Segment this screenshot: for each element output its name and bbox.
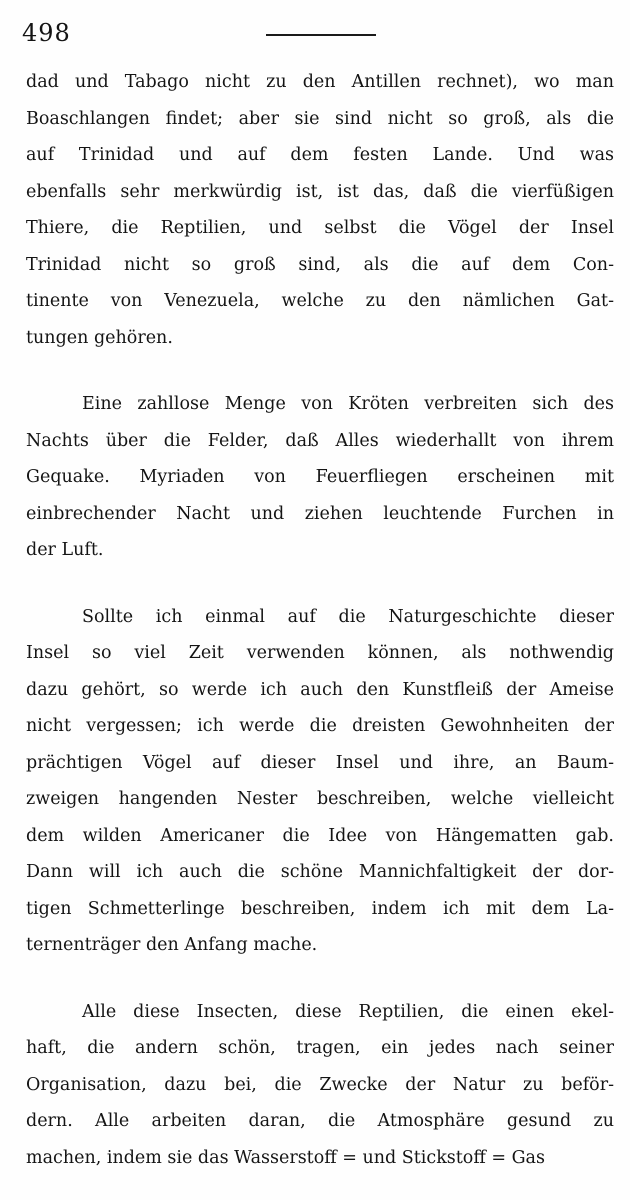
paragraph-gap (26, 964, 614, 994)
paragraph-gap (26, 569, 614, 599)
text-line: der Luft. (26, 540, 104, 560)
text-line: einbrechender Nacht und ziehen leuchtende Furchen in (26, 503, 614, 524)
body-text (26, 64, 614, 1176)
text-line: ebenfalls sehr merkwürdig ist, ist das, daß die vierfüßigen (26, 181, 614, 202)
text-line: Alle diese Insecten, diese Reptilien, die einen ekel- (82, 1001, 614, 1022)
text-line: dazu gehört, so werde ich auch den Kunstfleiß der Ameise (26, 679, 614, 700)
text-line: dem wilden Americaner die Idee von Hängematten gab. (26, 825, 614, 846)
text-line: machen, indem sie das Wasserstoff = und Stickstoff = Gas (26, 1147, 545, 1168)
text-line: prächtigen Vögel auf dieser Insel und ihre, an Baum- (26, 752, 614, 773)
paragraph (26, 64, 614, 356)
text-line: Nachts über die Felder, daß Alles wiederhallt von ihrem (26, 430, 614, 451)
text-line: Eine zahllose Menge von Kröten verbreiten sich des (82, 394, 614, 414)
text-line: haft, die andern schön, tragen, ein jedes nach seiner (26, 1038, 614, 1058)
text-line: dad und Tabago nicht zu den Antillen rechnet), wo man (26, 72, 614, 92)
page-number: 498 (22, 19, 71, 47)
text-line: Trinidad nicht so groß sind, als die auf dem Con- (26, 254, 614, 275)
text-line: Dann will ich auch die schöne Mannichfaltigkeit der dor- (26, 862, 614, 882)
text-line: tungen gehören. (26, 327, 173, 348)
text-line: nicht vergessen; ich werde die dreisten Gewohnheiten der (26, 716, 614, 736)
paragraph (26, 386, 614, 569)
header-rule (266, 34, 376, 36)
text-line: Organisation, dazu bei, die Zwecke der Natur zu beför- (26, 1074, 614, 1095)
text-line: Gequake. Myriaden von Feuerfliegen erscheinen mit (26, 467, 614, 487)
paragraph (26, 599, 614, 964)
text-line: tinente von Venezuela, welche zu den nämlichen Gat- (26, 291, 614, 311)
text-line: Boaschlangen findet; aber sie sind nicht so groß, als die (26, 108, 614, 129)
paragraph-gap (26, 356, 614, 386)
text-line: Thiere, die Reptilien, und selbst die Vögel der Insel (26, 218, 614, 238)
text-line: Insel so viel Zeit verwenden können, als nothwendig (26, 643, 614, 663)
text-line: zweigen hangenden Nester beschreiben, welche vielleicht (26, 789, 614, 809)
text-line: ternenträger den Anfang mache. (26, 935, 318, 955)
text-line: dern. Alle arbeiten daran, die Atmosphäre gesund zu (26, 1111, 614, 1131)
text-line: auf Trinidad und auf dem festen Lande. Und was (26, 145, 614, 165)
text-line: Sollte ich einmal auf die Naturgeschichte dieser (82, 606, 614, 627)
paragraph (26, 994, 614, 1177)
text-line: tigen Schmetterlinge beschreiben, indem ich mit dem La- (26, 898, 614, 919)
